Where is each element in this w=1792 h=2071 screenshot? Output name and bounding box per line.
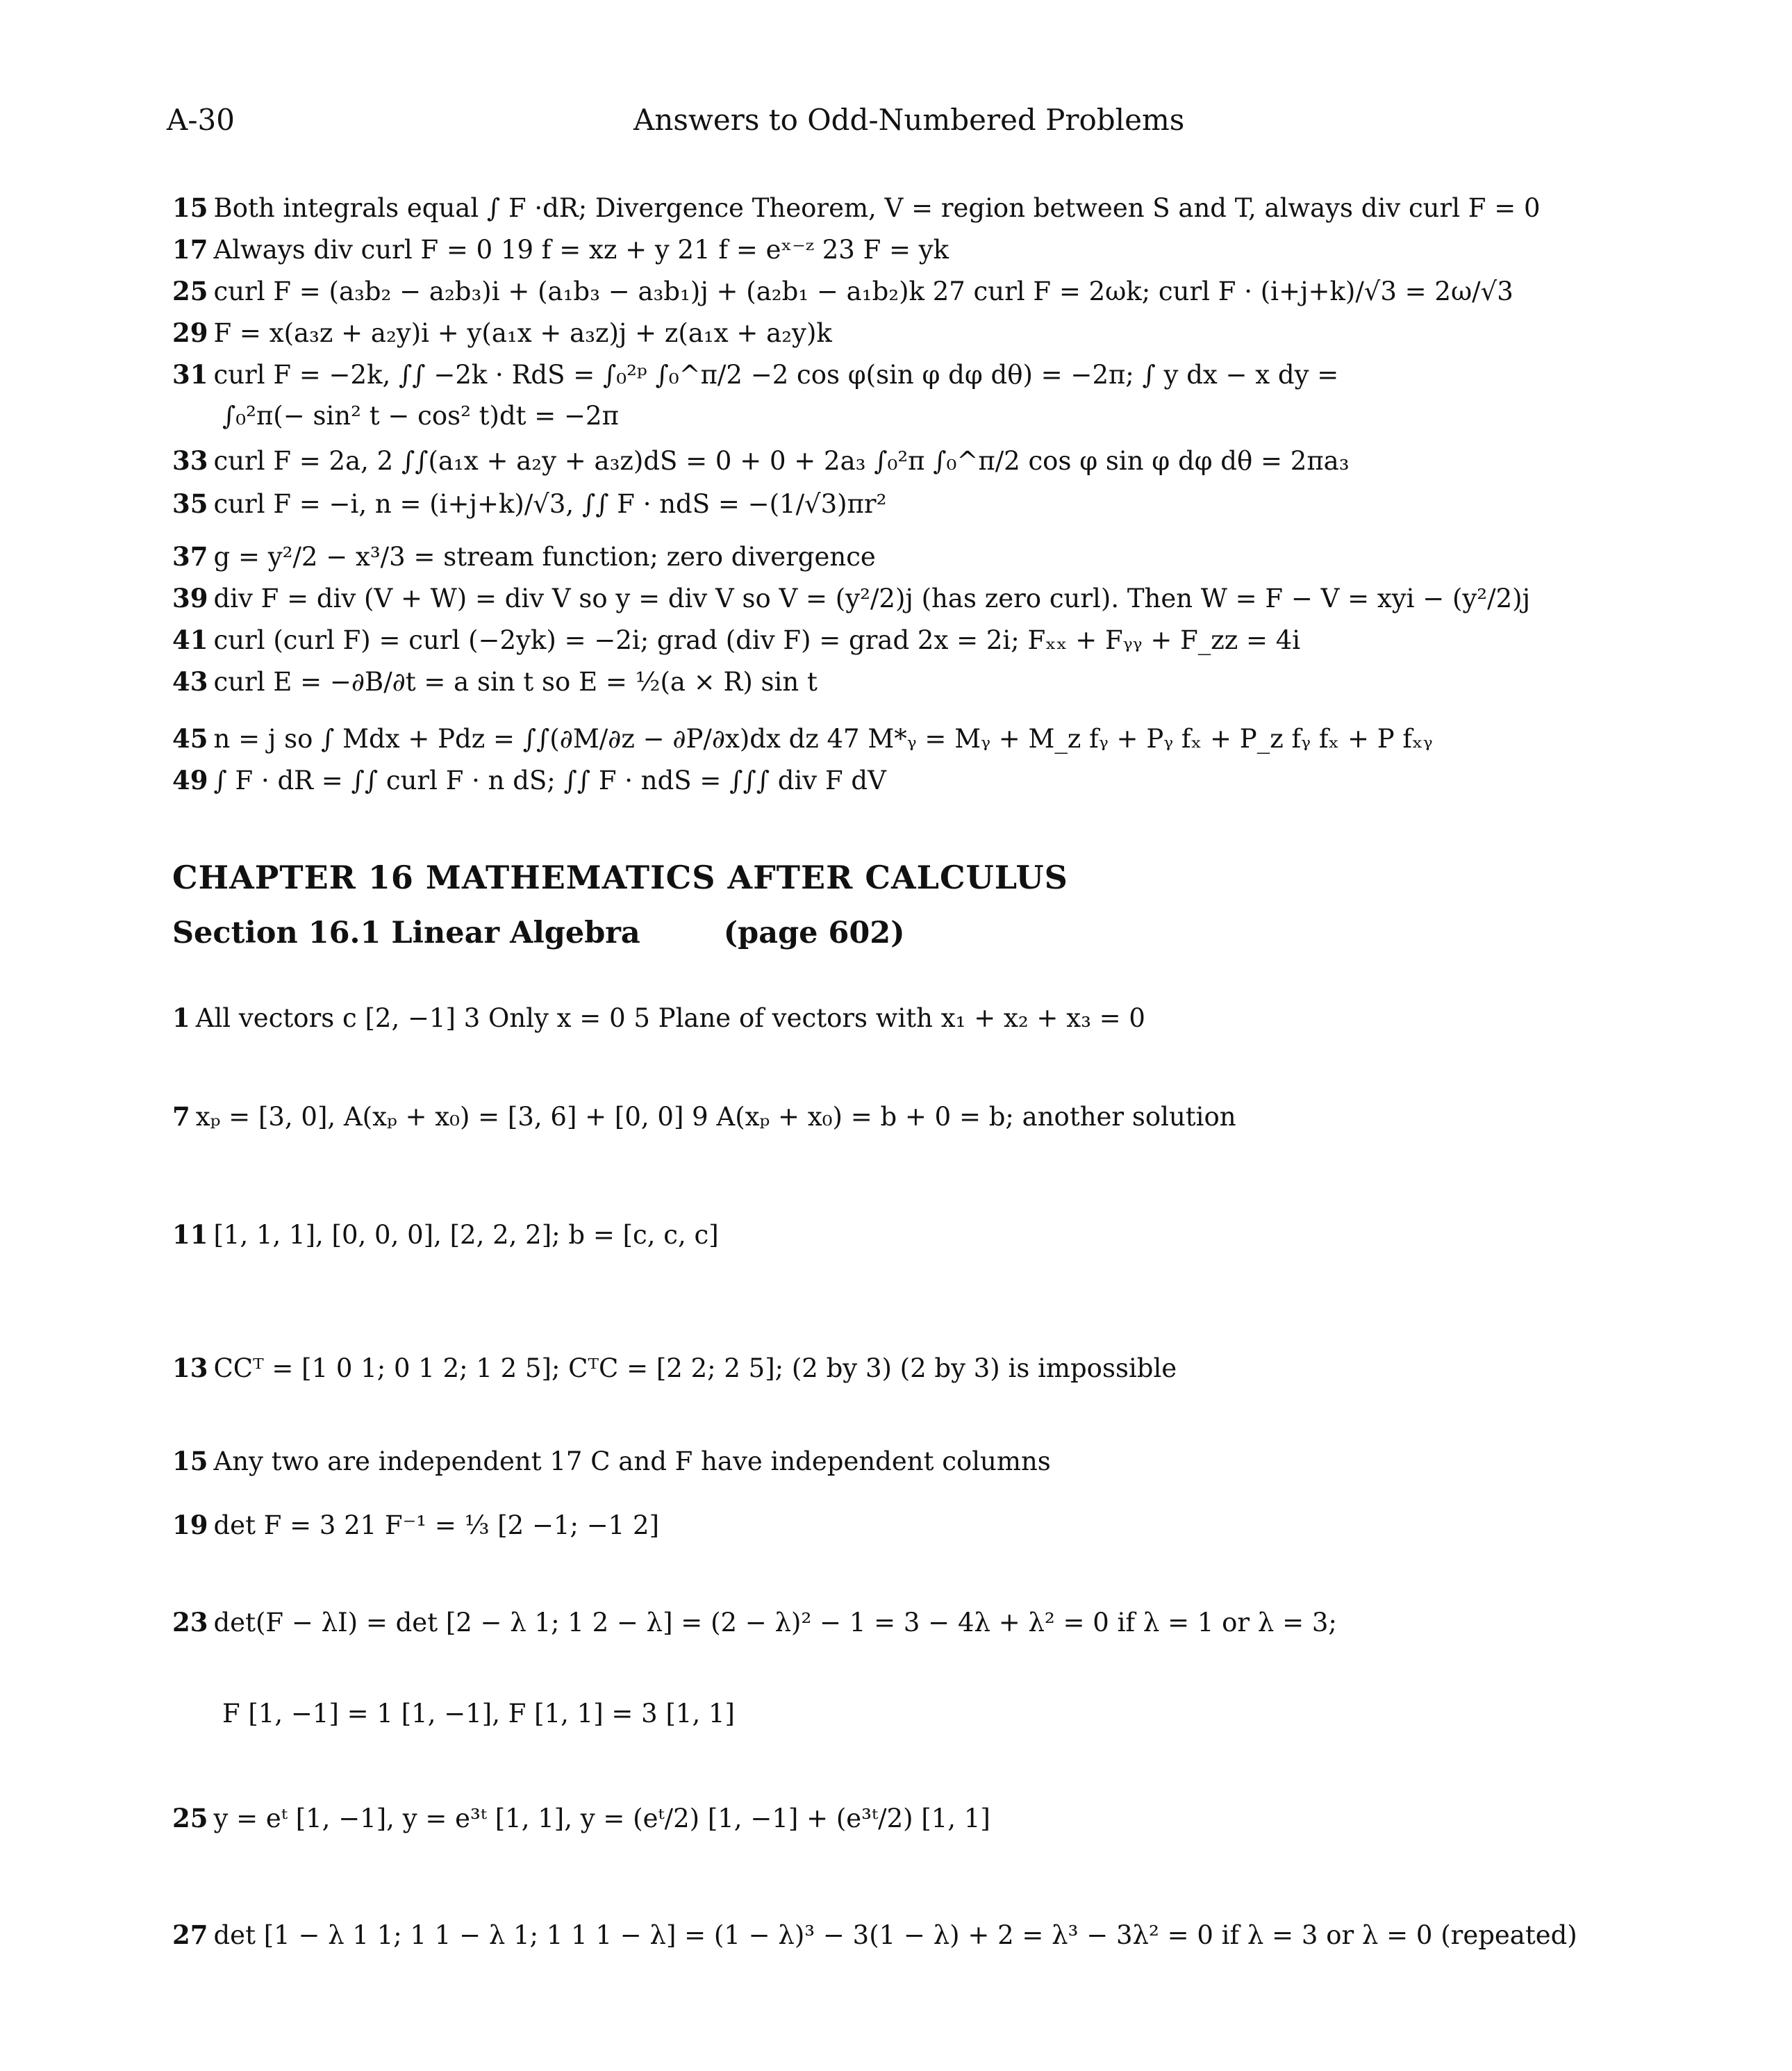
answer-number: 41 <box>172 625 208 655</box>
page-number: A-30 <box>167 103 235 137</box>
answer-text: curl F = −i, n = (i+j+k)/√3, ∫∫ F · ndS = −(1/√3)πr² <box>213 489 887 519</box>
answer-41 <box>172 624 1300 657</box>
answer-number: 25 <box>172 276 208 306</box>
answer-text: n = j so ∫ Mdx + Pdz = ∫∫(∂M/∂z − ∂P/∂x)dx dz 47 M*ᵧ = Mᵧ + M_z fᵧ + Pᵧ fₓ + P_z fᵧ fₓ + P fₓᵧ <box>213 724 1433 754</box>
answer-text: CCᵀ = [1 0 1; 0 1 2; 1 2 5]; CᵀC = [2 2; 2 5]; (2 by 3) (2 by 3) is impossible <box>213 1353 1177 1383</box>
answer-16-19 <box>172 1509 659 1542</box>
answer-number: 31 <box>172 359 208 390</box>
answer-number: 37 <box>172 541 208 572</box>
answer-text: g = y²/2 − x³/3 = stream function; zero divergence <box>213 542 876 572</box>
answer-text: curl E = −∂B/∂t = a sin t so E = ½(a × R) sin t <box>213 667 818 697</box>
answer-number: 45 <box>172 723 208 754</box>
answer-number: 33 <box>172 445 208 476</box>
answer-16-25 <box>172 1802 990 1835</box>
answer-number: 15 <box>172 1446 208 1476</box>
answer-16-11 <box>172 1219 719 1251</box>
answer-16-23-continued <box>222 1698 735 1730</box>
answer-16-13 <box>172 1352 1177 1385</box>
answer-text: Any two are independent 17 C and F have independent columns <box>213 1446 1051 1476</box>
answer-text: curl F = 2a, 2 ∫∫(a₁x + a₂y + a₃z)dS = 0 + 0 + 2a₃ ∫₀²π ∫₀^π/2 cos φ sin φ dφ dθ = 2πa₃ <box>213 446 1350 476</box>
answer-text: det(F − λI) = det [2 − λ 1; 1 2 − λ] = (2 − λ)² − 1 = 3 − 4λ + λ² = 0 if λ = 1 or λ = 3; <box>213 1608 1337 1637</box>
answer-text: curl F = −2k, ∫∫ −2k · RdS = ∫₀²ᵖ ∫₀^π/2 −2 cos φ(sin φ dφ dθ) = −2π; ∫ y dx − x dy = <box>213 360 1339 390</box>
answer-number: 39 <box>172 583 208 613</box>
page-title: Answers to Odd-Numbered Problems <box>633 103 1185 137</box>
answer-number: 15 <box>172 192 208 223</box>
answer-25 <box>172 275 1513 308</box>
answer-31 <box>172 358 1338 391</box>
answer-number: 11 <box>172 1219 208 1250</box>
section-page: (page 602) <box>723 916 905 950</box>
answer-text: Both integrals equal ∫ F ·dR; Divergence Theorem, V = region between S and T, always div curl F = 0 <box>213 193 1541 223</box>
answer-number: 35 <box>172 488 208 519</box>
answer-number: 23 <box>172 1607 208 1637</box>
answer-45 <box>172 723 1433 755</box>
answer-text: div F = div (V + W) = div V so y = div V so V = (y²/2)j (has zero curl). Then W = F − V = xyi − (y²/2)j <box>213 584 1531 613</box>
answer-39 <box>172 582 1530 615</box>
answer-text: Always div curl F = 0 19 f = xz + y 21 f = eˣ⁻ᶻ 23 F = yk <box>213 235 949 265</box>
section-title: Section 16.1 Linear Algebra <box>172 916 640 950</box>
answer-number: 1 <box>172 1003 190 1033</box>
answer-number: 49 <box>172 765 208 795</box>
answer-number: 29 <box>172 317 208 348</box>
answer-16-15 <box>172 1445 1051 1478</box>
answer-15 <box>172 192 1541 224</box>
answer-37 <box>172 541 876 573</box>
answer-text: ∫ F · dR = ∫∫ curl F · n dS; ∫∫ F · ndS = ∫∫∫ div F dV <box>213 766 886 795</box>
answer-text: ∫₀²π(− sin² t − cos² t)dt = −2π <box>222 401 619 431</box>
answer-text: F = x(a₃z + a₂y)i + y(a₁x + a₃z)j + z(a₁x + a₂y)k <box>213 318 832 348</box>
answer-text: F [1, −1] = 1 [1, −1], F [1, 1] = 3 [1, 1] <box>222 1699 735 1728</box>
answer-number: 17 <box>172 234 208 265</box>
answer-text: [1, 1, 1], [0, 0, 0], [2, 2, 2]; b = [c, c, c] <box>213 1220 719 1250</box>
answer-text: All vectors c [2, −1] 3 Only x = 0 5 Plane of vectors with x₁ + x₂ + x₃ = 0 <box>195 1003 1145 1033</box>
answer-43 <box>172 666 818 698</box>
answer-31-continued <box>222 400 619 432</box>
answer-number: 19 <box>172 1510 208 1540</box>
answer-17 <box>172 233 949 266</box>
answer-number: 25 <box>172 1803 208 1833</box>
answer-text: curl F = (a₃b₂ − a₂b₃)i + (a₁b₃ − a₃b₁)j + (a₂b₁ − a₁b₂)k 27 curl F = 2ωk; curl F · (i+j+k)/√3 = 2ω/√3 <box>213 277 1513 306</box>
answer-text: y = eᵗ [1, −1], y = e³ᵗ [1, 1], y = (eᵗ/2) [1, −1] + (e³ᵗ/2) [1, 1] <box>213 1804 990 1833</box>
answer-16-7 <box>172 1100 1236 1133</box>
answer-16-27 <box>172 1919 1577 1952</box>
answer-49 <box>172 764 886 797</box>
answer-16-1 <box>172 1002 1145 1034</box>
answer-35 <box>172 488 886 520</box>
answer-text: det F = 3 21 F⁻¹ = ⅓ [2 −1; −1 2] <box>213 1510 660 1540</box>
answer-number: 43 <box>172 666 208 697</box>
answer-number: 13 <box>172 1353 208 1383</box>
answer-text: curl (curl F) = curl (−2yk) = −2i; grad (div F) = grad 2x = 2i; Fₓₓ + Fᵧᵧ + F_zz = 4i <box>213 625 1301 655</box>
answer-number: 27 <box>172 1920 208 1950</box>
chapter-heading: CHAPTER 16 MATHEMATICS AFTER CALCULUS <box>172 859 1068 896</box>
answer-33 <box>172 445 1350 477</box>
section-heading <box>172 916 905 950</box>
answer-number: 7 <box>172 1101 190 1132</box>
answer-text: xₚ = [3, 0], A(xₚ + x₀) = [3, 6] + [0, 0] 9 A(xₚ + x₀) = b + 0 = b; another solution <box>195 1102 1236 1132</box>
answer-16-23 <box>172 1606 1337 1639</box>
answer-text: det [1 − λ 1 1; 1 1 − λ 1; 1 1 1 − λ] = (1 − λ)³ − 3(1 − λ) + 2 = λ³ − 3λ² = 0 if λ = 3 or λ = 0 (repeated) <box>213 1920 1577 1950</box>
answer-29 <box>172 317 832 349</box>
